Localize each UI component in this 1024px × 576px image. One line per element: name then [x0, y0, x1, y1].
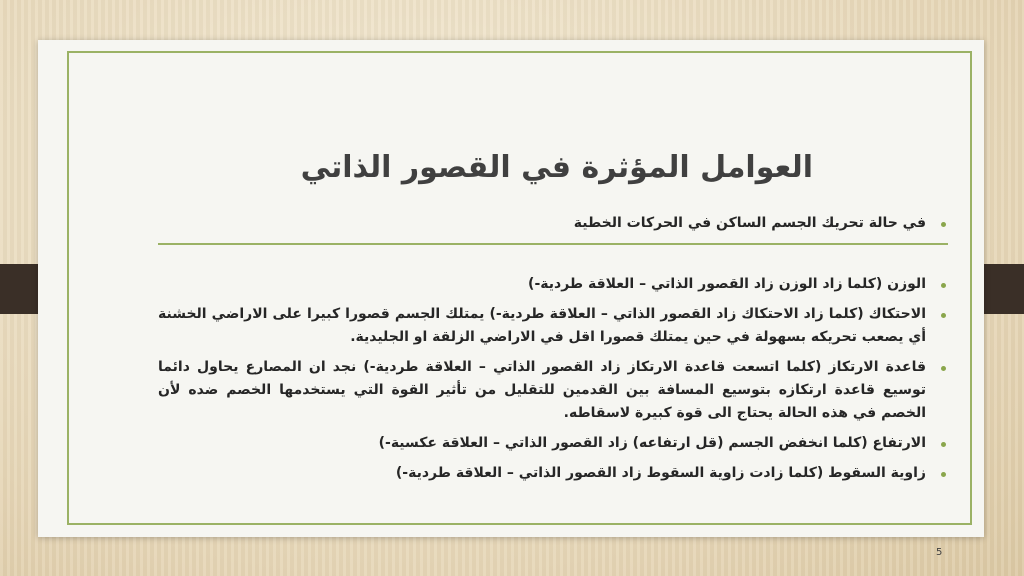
divider-line [158, 243, 948, 245]
bullet-dot-icon [941, 366, 946, 371]
bullet-dot-icon [941, 313, 946, 318]
bullet-dot-icon [941, 283, 946, 288]
bullet-text: الوزن (كلما زاد الوزن زاد القصور الذاتي – العلاقة طردية-) [528, 276, 926, 292]
bullet-fall-angle [158, 462, 948, 485]
bullet-height [158, 432, 948, 455]
bullet-text: زاوية السقوط (كلما زادت زاوية السقوط زاد القصور الذاتي – العلاقة طردية-) [395, 465, 926, 481]
heading-bullet [158, 212, 948, 235]
bullet-base-of-support [158, 356, 948, 425]
slide [38, 40, 984, 558]
bullet-weight [158, 273, 948, 296]
bullet-text: قاعدة الارتكاز (كلما اتسعت قاعدة الارتكاز زاد القصور الذاتي – العلاقة طردية-) نجد ان المصارع يحاول دائما توسيع قاعدة ارتكازه بتوسيع المسافة بين القدمين للتقليل من تأثير القوة التي يستخدمها الخصم ضده لأن الخصم في هذه الحالة يحتاج الى قوة كبيرة لاسقاطه. [158, 359, 926, 421]
slide-content [158, 212, 948, 492]
bullet-dot-icon [941, 222, 946, 227]
bullet-text: الارتفاع (كلما انخفض الجسم (قل ارتفاعه) زاد القصور الذاتي – العلاقة عكسية-) [378, 435, 926, 451]
heading-bullet-text: في حالة تحريك الجسم الساكن في الحركات الخطية [573, 215, 926, 231]
slide-title: العوامل المؤثرة في القصور الذاتي [300, 150, 813, 185]
bullet-dot-icon [941, 442, 946, 447]
page-number: 5 [936, 547, 943, 558]
bullet-dot-icon [941, 472, 946, 477]
bullet-text: الاحتكاك (كلما زاد الاحتكاك زاد القصور الذاتي – العلاقة طردية-) يمتلك الجسم قصورا كبيرا على الاراضي الخشنة أي يصعب تحريكه بسهولة في حين يمتلك قصورا اقل في الاراضي الزلقة او الجليدية. [158, 306, 926, 345]
bullet-friction [158, 303, 948, 349]
